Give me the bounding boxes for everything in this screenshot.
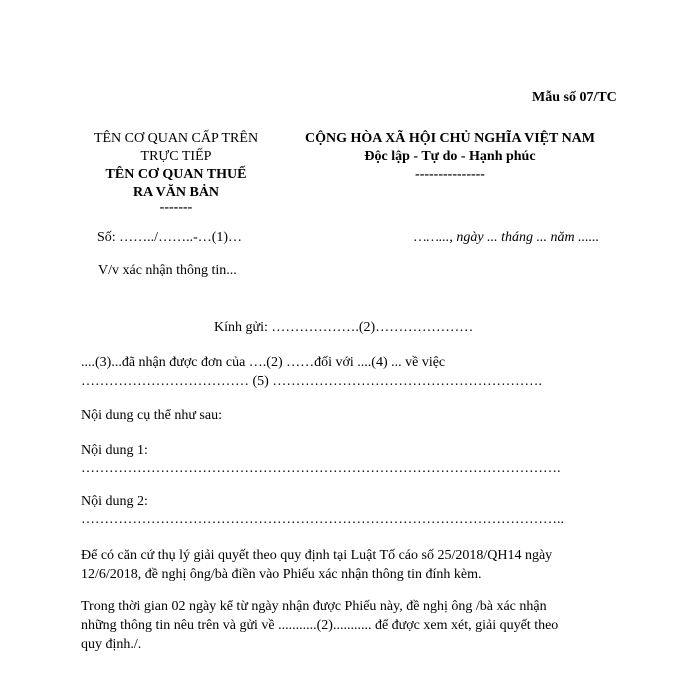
details-heading: Nội dung cụ thể như sau:	[81, 408, 222, 423]
intro-line-2: ……………………………… (5) ………………………………………………….	[81, 374, 542, 389]
parent-agency-line2: TRỰC TIẾP	[140, 149, 212, 164]
content-2-label: Nội dung 2:	[81, 494, 148, 509]
document-number: Số: ……../……..-…(1)…	[97, 230, 243, 245]
date-line: ……..., ngày ... tháng ... năm ......	[414, 230, 600, 245]
content-2-dots: …………………………………………………………………………………………..	[81, 512, 564, 527]
paragraph-1-line-1: Để có căn cứ thụ lý giải quyết theo quy định tại Luật Tố cáo số 25/2018/QH14 ngày	[81, 548, 553, 563]
national-title: CỘNG HÒA XÃ HỘI CHỦ NGHĨA VIỆT NAM	[304, 131, 595, 146]
paragraph-2-line-3: quy định./.	[81, 637, 142, 652]
paragraph-2-line-2: những thông tin nêu trên và gửi về ...........(2)........... để được xem xét, giải quyết theo	[81, 618, 559, 633]
subject-line: V/v xác nhận thông tin...	[98, 263, 237, 278]
paragraph-2	[81, 597, 558, 654]
left-header	[76, 130, 276, 214]
content-1-label: Nội dung 1:	[81, 443, 148, 458]
paragraph-2-line-1: Trong thời gian 02 ngày kể từ ngày nhận được Phiếu này, đề nghị ông /bà xác nhận	[81, 599, 547, 614]
intro-line-1: ....(3)...đã nhận được đơn của ….(2) ……đối với ....(4) ... về việc	[81, 355, 446, 370]
content-1-dots: ………………………………………………………………………………………….	[81, 461, 561, 476]
left-divider: -------	[159, 200, 193, 215]
right-header	[280, 130, 620, 184]
right-divider: ---------------	[415, 167, 485, 182]
paragraph-1-line-2: 12/6/2018, đề nghị ông/bà điền vào Phiếu xác nhận thông tin đính kèm.	[81, 567, 482, 582]
paragraph-1	[81, 546, 552, 584]
form-code: Mẫu số 07/TC	[532, 90, 617, 105]
parent-agency-line1: TÊN CƠ QUAN CẤP TRÊN	[93, 131, 259, 146]
tax-agency-line2: RA VĂN BẢN	[132, 185, 220, 200]
tax-agency-line1: TÊN CƠ QUAN THUẾ	[105, 167, 247, 182]
recipient-line: Kính gửi: ……………….(2)…………………	[214, 320, 474, 335]
national-motto: Độc lập - Tự do - Hạnh phúc	[364, 149, 536, 164]
